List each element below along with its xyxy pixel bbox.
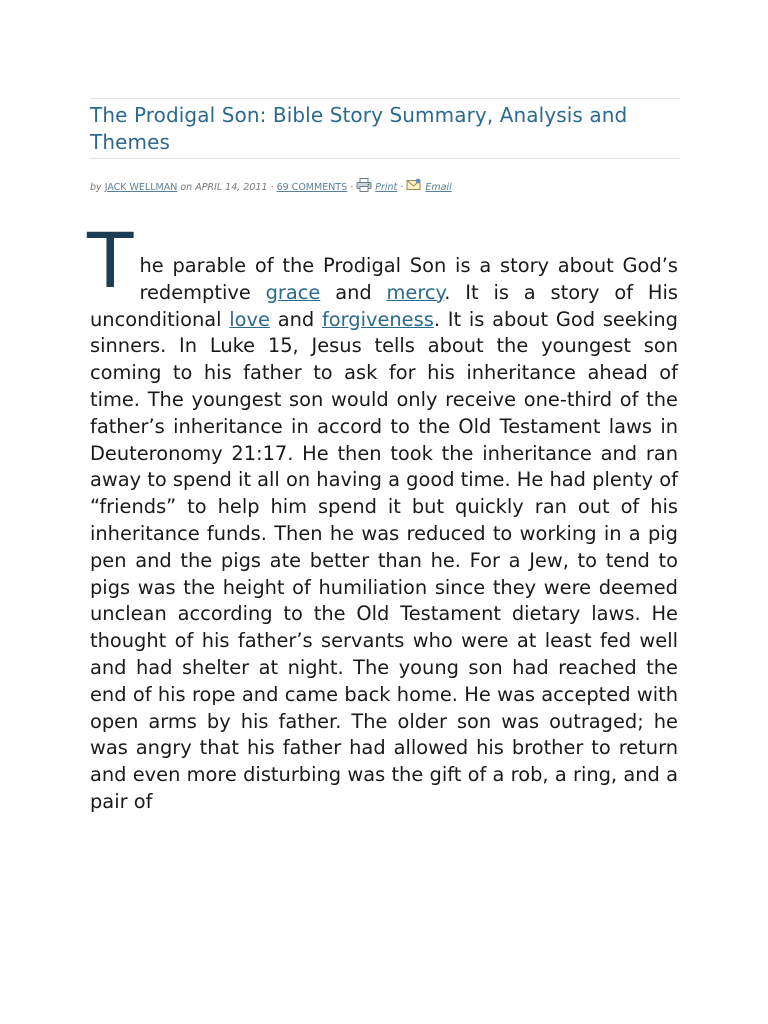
link-forgiveness[interactable]: forgiveness — [321, 307, 434, 331]
title-top-rule — [90, 98, 680, 99]
article-meta — [90, 178, 678, 197]
body-text: . It is a story of His unconditional — [90, 280, 678, 331]
article-body — [87, 216, 678, 816]
meta-separator: · — [270, 182, 274, 193]
meta-on: on — [180, 182, 193, 193]
email-link[interactable]: Email — [425, 182, 452, 193]
print-link[interactable]: Print — [375, 182, 398, 193]
body-text: and — [320, 280, 387, 304]
envelope-icon[interactable] — [406, 178, 422, 197]
title-bottom-rule — [90, 158, 680, 159]
article-title[interactable]: The Prodigal Son: Bible Story Summary, Analysis and Themes — [90, 103, 628, 154]
author-link[interactable]: JACK WELLMAN — [104, 182, 178, 193]
body-text: . It is about God seeking sinners. In Luke 15, Jesus tells about the youngest son coming to his father to ask for his inheritance ahead of time. The youngest son would only receive one-third of the father’s inheritance in accord to the Old Testament laws in Deuteronomy 21:17. He then took the inheritance and ran away to spend it all on having a good time. He had plenty of “friends” to help him spend it but quickly ran out of his inheritance funds. Then he was reduced to working in a pig pen and the pigs ate better than he. For a Jew, to tend to pigs was the height of humiliation since they were deemed unclean according to the Old Testament dietary laws. He thought of his father’s servants who were at least fed well and had shelter at night. The young son had reached the end of his rope and came back home. He was accepted with open arms by his father. The older son was outraged; he was angry that his father had allowed his brother to return and even more disturbing was the gift of a rob, a ring, and a pair of — [90, 307, 678, 813]
meta-by: by — [90, 182, 102, 193]
meta-separator: · — [350, 182, 354, 193]
body-text: he parable of the Prodigal Son is a story about God’s redemptive — [139, 254, 678, 304]
drop-cap: T — [87, 216, 134, 305]
article — [87, 98, 678, 816]
post-date: APRIL 14, 2011 — [195, 182, 268, 193]
link-mercy[interactable]: mercy — [386, 280, 445, 304]
printer-icon[interactable] — [356, 178, 372, 197]
comments-link[interactable]: 69 COMMENTS — [276, 182, 348, 193]
meta-separator: · — [400, 182, 404, 193]
link-love[interactable]: love — [229, 307, 270, 331]
body-paragraph — [90, 229, 678, 816]
body-text: and — [269, 307, 322, 331]
link-grace[interactable]: grace — [265, 280, 321, 304]
